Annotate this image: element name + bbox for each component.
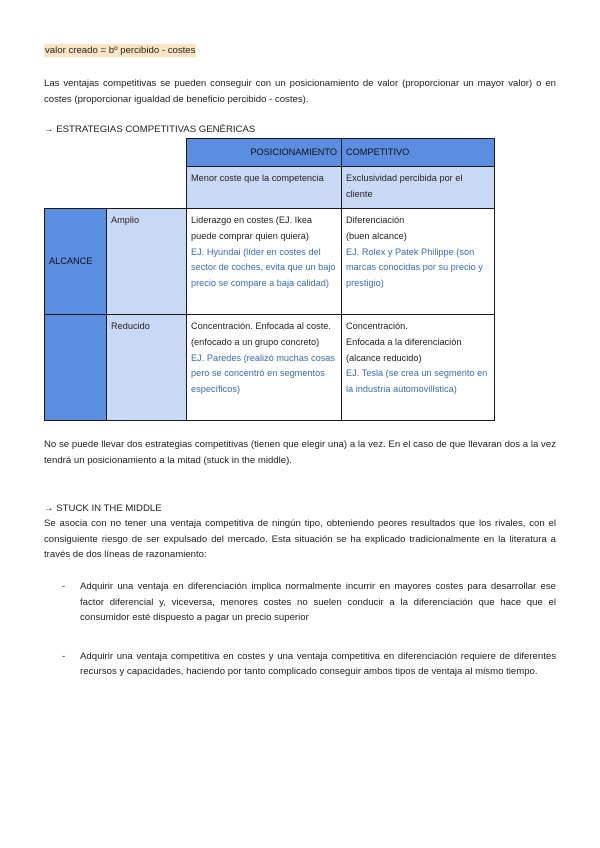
cell-text: Concentración. Enfocada al coste. (enfocado a un grupo concreto) xyxy=(191,321,331,347)
bullet-text: Adquirir una ventaja competitiva en costes y una ventaja competitiva en diferenciación requiere de diferentes recursos y capacidades, haciendo por tanto complicado conseguir ambos tipos de ventaja al mismo tiempo. xyxy=(80,650,556,677)
formula-line xyxy=(44,43,196,59)
table-row xyxy=(45,209,495,315)
cell-text: Concentración. xyxy=(346,321,408,331)
table-corner-empty xyxy=(45,167,107,209)
formula-highlight: valor creado = bº percibido - costes xyxy=(45,45,196,56)
table-header-row xyxy=(45,139,495,167)
table-corner-empty xyxy=(107,139,187,167)
subheader-exclusivity: Exclusividad percibida por el cliente xyxy=(342,167,495,209)
after-table-paragraph: No se puede llevar dos estrategias competitivas (tienen que elegir una) a la vez. En el caso de que llevaran dos a la vez tendrá un posicionamiento a la mitad (stuck in the middle). xyxy=(44,439,556,466)
cell-amplio-diff xyxy=(342,209,495,315)
bullet-text: Adquirir una ventaja en diferenciación implica normalmente incurrir en mayores costes para desarrollar ese factor diferencial y, viceversa, menores costes no suelen conducir a la diferenciación que hace que el consumidor esté dispuesto a pagar un precio superior xyxy=(80,581,556,623)
table-subheader-row xyxy=(45,167,495,209)
row-label-amplio: Amplio xyxy=(107,209,187,315)
reasoning-list xyxy=(44,579,556,680)
list-item xyxy=(44,649,556,680)
cell-text: (buen alcance) xyxy=(346,230,407,241)
section-title-strategies: → ESTRATEGIAS COMPETITIVAS GENÉRICAS xyxy=(44,124,256,135)
cell-text: Liderazgo en costes (EJ. Ikea puede comprar quien quiera) xyxy=(191,215,313,241)
header-posicionamiento: POSICIONAMIENTO xyxy=(187,139,342,167)
bullet-dash: - xyxy=(62,650,66,662)
cell-reducido-cost xyxy=(187,315,342,421)
cell-example: EJ. Paredes (realizó muchas cosas pero se concentró en segmentos específicos) xyxy=(191,352,335,395)
cell-example: EJ. Rolex y Patek Philippe (son marcas conocidas por su precio y prestigio) xyxy=(346,246,483,289)
header-competitivo: COMPETITIVO xyxy=(342,139,495,167)
table-corner-empty xyxy=(107,167,187,209)
table-row xyxy=(45,315,495,421)
cell-amplio-cost xyxy=(187,209,342,315)
cell-reducido-diff xyxy=(342,315,495,421)
list-item xyxy=(44,579,556,626)
cell-example: EJ. Hyundai (líder en costes del sector de coches, evita que un bajo precio se compare a baja calidad) xyxy=(191,246,336,289)
subheader-cost: Menor coste que la competencia xyxy=(187,167,342,209)
cell-example: EJ. Tesla (se crea un segmento en la industria automovilística) xyxy=(346,368,488,395)
section-title-stuck: → STUCK IN THE MIDDLE xyxy=(44,503,162,514)
bullet-dash: - xyxy=(62,581,66,592)
strategies-table xyxy=(44,138,495,421)
table-corner-empty xyxy=(45,139,107,167)
row-label-reducido: Reducido xyxy=(107,315,187,421)
intro-paragraph: Las ventajas competitivas se pueden conseguir con un posicionamiento de valor (proporcionar un mayor valor) o en costes (proporcionar igualdad de beneficio percibido - costes). xyxy=(44,78,556,105)
cell-text: Diferenciación xyxy=(346,215,405,225)
row-group-alcance: ALCANCE xyxy=(45,209,107,315)
row-group-alcance-cont xyxy=(45,315,107,421)
cell-text: Enfocada a la diferenciación (alcance reducido) xyxy=(346,336,462,363)
stuck-body-paragraph: Se asocia con no tener una ventaja competitiva de ningún tipo, obteniendo peores resultados que los rivales, con el consiguiente riesgo de ser expulsado del mercado. Esta situación se ha explicado tradicionalmente en la literatura a través de dos líneas de razonamiento: xyxy=(44,518,556,560)
